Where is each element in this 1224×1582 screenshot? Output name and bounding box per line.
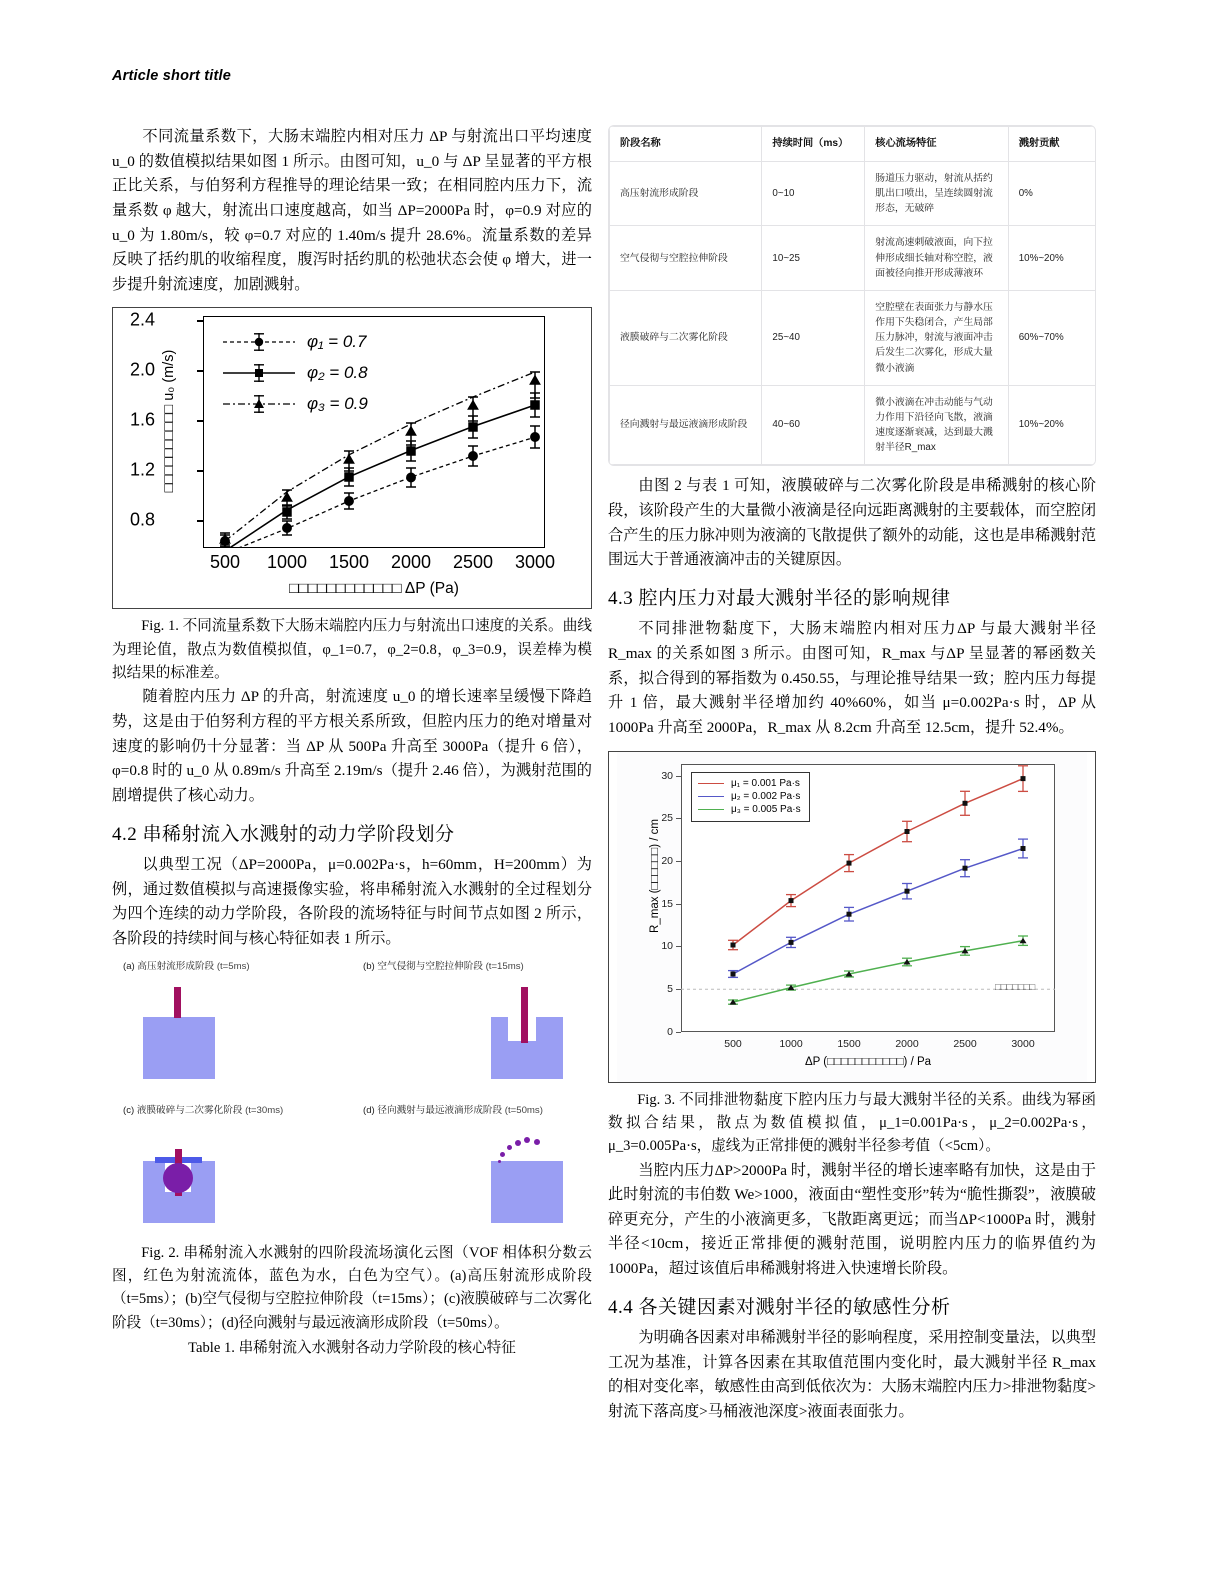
figure-3 [608, 751, 1096, 1083]
fig2-c-time: (t=30ms) [245, 1104, 284, 1116]
fig2-d-time: (t=50ms) [504, 1104, 543, 1116]
left-column [112, 125, 592, 1360]
figure-2-panel-a-title [123, 958, 341, 972]
fig3-legend-label-1: μ₁ = 0.001 Pa·s [731, 777, 800, 789]
fig1-legend-label-2: φ₂ = 0.8 [307, 362, 368, 382]
table-cell-stage: 空气侵彻与空腔拉伸阶段 [610, 226, 762, 291]
splash-droplet [498, 1160, 501, 1163]
splash-droplet [534, 1139, 540, 1145]
figure-2-panel-c [123, 1102, 341, 1240]
fig3-xtick: 1500 [837, 1037, 861, 1050]
table-header-duration: 持续时间（ms） [762, 127, 865, 162]
figure-2-row-bottom [123, 1102, 581, 1240]
fig2-b-time: (t=15ms) [485, 960, 524, 972]
jet-stream [521, 987, 528, 1043]
fig3-legend-item-1 [698, 777, 801, 790]
fig3-xtick: 2500 [953, 1037, 977, 1050]
fig1-xlabel: □□□□□□□□□□□□ ΔP (Pa) [289, 580, 459, 598]
fig3-legend-item-2 [698, 790, 801, 803]
table-cell-stage: 高压射流形成阶段 [610, 161, 762, 226]
right-paragraph-2: 不同排泄物黏度下，大肠末端腔内相对压力ΔP 与最大溅射半径 R_max 的关系如图 3 所示。由图可知，R_max 与ΔP 呈显著的幂函数关系，拟合得到的幂指数为 0.450.55，与理论推导结果一致；腔内压力每提升 1 倍，最大溅射半径增加约 40%60%，如当 μ=0.002Pa·s 时，ΔP 从 1000Pa 升高至 2000Pa，R_max 从 8.2cm 升高至 12.5cm，提升 52.4%。 [608, 620, 1096, 736]
figure-2-panel-b-canvas [363, 976, 581, 1096]
table-header-contribution: 溅射贡献 [1008, 127, 1096, 162]
right-paragraph-1: 由图 2 与表 1 可知，液膜破碎与二次雾化阶段是串稀溅射的核心阶段，该阶段产生的大量微小液滴是径向远距离溅射的主要载体，而空腔闭合产生的压力脉冲则为液滴的飞散提供了额外的动能，这也是串稀溅射范围远大于普通液滴冲击的关键原因。 [608, 477, 1096, 569]
table-cell-feature: 肠道压力驱动，射流从括约肌出口喷出，呈连续圆射流形态，无破碎 [865, 161, 1008, 226]
figure-3-chart [617, 752, 1087, 1082]
table-header-stage: 阶段名称 [610, 127, 762, 162]
fig3-legend [691, 772, 810, 822]
fig3-legend-line-mu2 [698, 796, 724, 797]
fig3-ytick-15: 15 [661, 897, 673, 910]
table-cell-stage: 径向溅射与最远液滴形成阶段 [610, 385, 762, 465]
splash-droplet [515, 1140, 521, 1146]
water-body [491, 1161, 563, 1223]
right-column [608, 125, 1096, 1425]
table-row [610, 385, 1097, 465]
jet-stream [174, 987, 181, 1018]
table-header-row [610, 127, 1097, 162]
fig1-legend-sample-circle [223, 333, 295, 351]
left-paragraph-3: 以典型工况（ΔP=2000Pa，μ=0.002Pa·s，h=60mm，H=200mm）为例，通过数值模拟与高速摄像实验，将串稀射流入水溅射的全过程划分为四个连续的动力学阶段，各阶段的流场特征与时间节点如图 2 所示，各阶段的持续时间与核心特征如表 1 所示。 [112, 856, 592, 947]
figure-2-panel-b [363, 958, 581, 1096]
splash-droplet [500, 1152, 505, 1157]
table-header-feature: 核心流场特征 [865, 127, 1008, 162]
table-1 [608, 125, 1096, 466]
fig3-legend-label-2: μ₂ = 0.002 Pa·s [731, 790, 801, 802]
fig1-legend-item-2 [223, 357, 368, 388]
figure-1-chart [129, 308, 567, 608]
figure-1-caption: Fig. 1. 不同流量系数下大肠末端腔内压力与射流出口速度的关系。曲线为理论值，散点为数值模拟值，φ_1=0.7，φ_2=0.8，φ_3=0.9，误差棒为模拟结果的标准差。 [112, 618, 592, 682]
fig3-ytickmark [676, 1032, 681, 1033]
figure-2-panel-c-title [123, 1102, 341, 1116]
table-row [610, 290, 1097, 385]
table-cell-contribution: 60%~70% [1008, 290, 1096, 385]
figure-2-panel-d-canvas [363, 1120, 581, 1240]
fig2-c-label: (c) 液膜破碎与二次雾化阶段 [123, 1104, 243, 1116]
fig1-legend-label-1: φ₁ = 0.7 [307, 331, 367, 351]
table-cell-feature: 空腔壁在表面张力与静水压作用下失稳闭合，产生局部压力脉冲，射流与液面冲击后发生二次雾化，形成大量微小液滴 [865, 290, 1008, 385]
fig2-d-label: (d) 径向溅射与最远液滴形成阶段 [363, 1104, 503, 1116]
fig2-a-time: (t=5ms) [216, 960, 250, 972]
table-1-title: Table 1. 串稀射流入水溅射各动力学阶段的核心特征 [188, 1339, 516, 1356]
fig1-legend-sample-square [223, 364, 295, 382]
table-cell-stage: 液膜破碎与二次雾化阶段 [610, 290, 762, 385]
water-body-bottom [143, 1192, 215, 1223]
fig1-ytick-1.6: 1.6 [129, 409, 155, 430]
fig3-xlabel: ΔP (□□□□□□□□□□□) / Pa [804, 1055, 932, 1068]
fig1-legend-item-1 [223, 326, 368, 357]
table-cell-duration: 40~60 [762, 385, 865, 465]
table-row [610, 226, 1097, 291]
fig1-xtick: 500 [209, 552, 241, 573]
figure-2-panel-d [363, 1102, 581, 1240]
table-cell-feature: 微小液滴在冲击动能与气动力作用下沿径向飞散，液滴速度逐渐衰减，达到最大溅射半径R_max [865, 385, 1008, 465]
figure-2-panel-b-title [363, 958, 581, 972]
fig3-xtick: 3000 [1011, 1037, 1035, 1050]
fig3-legend-line-mu1 [698, 783, 724, 784]
fig3-legend-line-mu3 [698, 809, 724, 810]
table-cell-duration: 10~25 [762, 226, 865, 291]
left-paragraph-2: 随着腔内压力 ΔP 的升高，射流速度 u_0 的增长速率呈缓慢下降趋势，这是由于伯努利方程的平方根关系所致，但腔内压力的绝对增量对速度的影响仍十分显著：当 ΔP 从 500Pa 升高至 3000Pa（提升 6 倍），φ=0.8 时的 u_0 从 0.89m/s 升高至 2.19m/s（提升 2.46 倍），为溅射范围的剧增提供了核心动力。 [112, 688, 592, 804]
fig1-ytick-0.8: 0.8 [129, 509, 155, 530]
fig3-ytick-20: 20 [661, 854, 673, 867]
fig1-legend [223, 326, 368, 419]
figure-1 [112, 307, 592, 609]
right-paragraph-4: 为明确各因素对串稀溅射半径的影响程度，采用控制变量法，以典型工况为基准，计算各因素在其取值范围内变化时，最大溅射半径 R_max 的相对变化率，敏感性由高到低依次为：大肠末端腔内压力>排泄物黏度>射流下落高度>马桶液池深度>液面表面张力。 [608, 1329, 1096, 1421]
fig2-a-label: (a) 高压射流形成阶段 [123, 960, 215, 972]
fig1-ytick-2.4: 2.4 [129, 309, 155, 330]
figure-2-caption: Fig. 2. 串稀射流入水溅射的四阶段流场演化云图（VOF 相体积分数云图，红色为射流流体，蓝色为水，白色为空气）。(a)高压射流形成阶段（t=5ms）；(b)空气侵彻与空腔拉伸阶段（t=15ms）；(c)液膜破碎与二次雾化阶段（t=30ms）；(d)径向溅射与最远液滴形成阶段（t=50ms）。 [112, 1244, 592, 1331]
fig1-legend-item-3 [223, 388, 368, 419]
section-heading-4-2: 4.2 串稀射流入水溅射的动力学阶段划分 [112, 823, 455, 845]
figure-2 [123, 958, 581, 1240]
fig1-xtick: 1000 [266, 552, 308, 573]
water-body-bottom [491, 1041, 563, 1079]
fig1-xtick: 1500 [328, 552, 370, 573]
fig1-xtick: 2500 [452, 552, 494, 573]
fig3-xtick: 500 [724, 1037, 742, 1050]
figure-2-panel-d-title [363, 1102, 581, 1116]
fig3-ytick-0: 0 [667, 1025, 673, 1038]
fig1-legend-label-3: φ₃ = 0.9 [307, 393, 368, 413]
fig3-reference-line-label: □□□□□□□ [995, 981, 1036, 993]
fig3-xtick: 1000 [779, 1037, 803, 1050]
fig3-xtick: 2000 [895, 1037, 919, 1050]
figure-2-panel-c-canvas [123, 1120, 341, 1240]
table-1-grid [609, 126, 1096, 465]
fig3-legend-label-3: μ₃ = 0.005 Pa·s [731, 803, 801, 815]
fig1-legend-sample-triangle [223, 395, 295, 413]
table-row [610, 161, 1097, 226]
table-cell-duration: 0~10 [762, 161, 865, 226]
splash-droplet [507, 1145, 512, 1150]
figure-2-panel-a [123, 958, 341, 1096]
splash-droplet [524, 1137, 530, 1143]
water-body [143, 1017, 215, 1079]
fig3-ytick-25: 25 [661, 812, 673, 825]
cavity-droplet [163, 1163, 193, 1193]
fig1-ylabel: □□□□□□□□□□ u₀ (m/s) [161, 350, 177, 493]
table-cell-contribution: 0% [1008, 161, 1096, 226]
fig3-ylabel: R_max (□□□□□□) / cm [649, 818, 661, 933]
section-heading-4-4: 4.4 各关键因素对溅射半径的敏感性分析 [608, 1296, 951, 1318]
fig3-ytick-5: 5 [667, 982, 673, 995]
running-head: Article short title [112, 68, 232, 84]
right-paragraph-3: 当腔内压力ΔP>2000Pa 时，溅射半径的增长速率略有加快，这是由于此时射流的韦伯数 We>1000，液面由“塑性变形”转为“脆性撕裂”，液膜破碎更充分，产生的小液滴更多，飞散距离更远；而当ΔP<1000Pa 时，溅射半径<10cm，接近正常排便的溅射范围，说明腔内压力的临界值约为 1000Pa，超过该值后串稀溅射将进入快速增长阶段。 [608, 1161, 1096, 1278]
fig1-xtick: 2000 [390, 552, 432, 573]
fig1-ytick-2.0: 2.0 [129, 359, 155, 380]
table-cell-contribution: 10%~20% [1008, 385, 1096, 465]
table-cell-feature: 射流高速刺破液面，向下拉伸形成细长轴对称空腔，液面被径向推开形成薄液环 [865, 226, 1008, 291]
figure-2-panel-a-canvas [123, 976, 341, 1096]
fig3-legend-item-3 [698, 803, 801, 816]
left-paragraph-1: 不同流量系数下，大肠末端腔内相对压力 ΔP 与射流出口平均速度 u_0 的数值模拟结果如图 1 所示。由图可知，u_0 与 ΔP 呈显著的平方根正比关系，与伯努利方程推导的理论结果一致；在相同腔内压力下，流量系数 φ 越大，射流出口速度越高，如当 ΔP=2000Pa 时，φ=0.9 对应的 u_0 为 1.80m/s，较 φ=0.7 对应的 1.40m/s 提升 28.6%。流量系数的差异反映了括约肌的收缩程度，腹泻时括约肌的松弛状态会使 φ 增大，进一步提升射流速度，加剧溅射。 [112, 128, 592, 293]
table-cell-contribution: 10%~20% [1008, 226, 1096, 291]
fig3-ytick-10: 10 [661, 940, 673, 953]
figure-3-caption: Fig. 3. 不同排泄物黏度下腔内压力与最大溅射半径的关系。曲线为幂函数拟合结果，散点为数值模拟值，μ_1=0.001Pa·s，μ_2=0.002Pa·s，μ_3=0.005Pa·s，虚线为正常排便的溅射半径参考值（<5cm）。 [608, 1091, 1096, 1155]
fig1-xtick: 3000 [514, 552, 556, 573]
figure-2-row-top [123, 958, 581, 1096]
fig1-ytick-1.2: 1.2 [129, 459, 155, 480]
fig3-ytick-30: 30 [661, 769, 673, 782]
section-heading-4-3: 4.3 腔内压力对最大溅射半径的影响规律 [608, 587, 951, 609]
table-cell-duration: 25~40 [762, 290, 865, 385]
fig2-b-label: (b) 空气侵彻与空腔拉伸阶段 [363, 960, 483, 972]
